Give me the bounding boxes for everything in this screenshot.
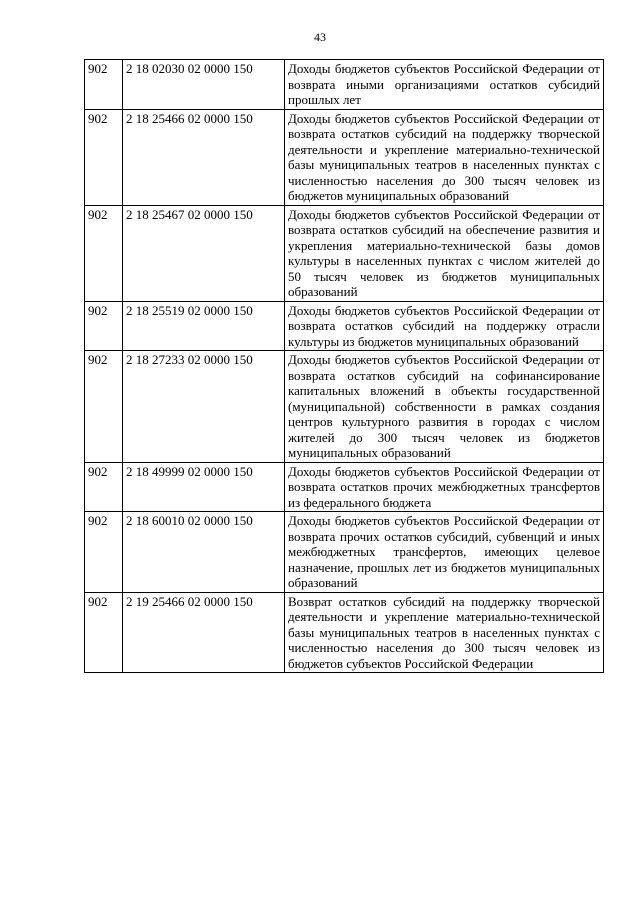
table-row xyxy=(85,592,604,673)
admin-code-cell: 902 xyxy=(85,462,123,512)
admin-code-cell: 902 xyxy=(85,109,123,205)
admin-code-cell: 902 xyxy=(85,512,123,593)
kbk-code-cell: 2 18 25466 02 0000 150 xyxy=(123,109,285,205)
table-row xyxy=(85,301,604,351)
kbk-code-cell: 2 18 02030 02 0000 150 xyxy=(123,60,285,110)
income-name-cell: Доходы бюджетов субъектов Российской Федерации от возврата остатков субсидий на поддержку отрасли культуры из бюджетов муниципальных образований xyxy=(285,301,604,351)
kbk-code-cell: 2 18 25467 02 0000 150 xyxy=(123,205,285,301)
income-name-cell: Доходы бюджетов субъектов Российской Федерации от возврата иными организациями остатков субсидий прошлых лет xyxy=(285,60,604,110)
kbk-code-cell: 2 18 25519 02 0000 150 xyxy=(123,301,285,351)
table-row xyxy=(85,512,604,593)
income-name-cell: Доходы бюджетов субъектов Российской Федерации от возврата остатков субсидий на обеспечение развития и укрепления материально-технической базы домов культуры в населенных пунктах с числом жителей до 50 тысяч человек из бюджетов муниципальных образований xyxy=(285,205,604,301)
table-row xyxy=(85,351,604,463)
table-row xyxy=(85,205,604,301)
table-row xyxy=(85,60,604,110)
table-row xyxy=(85,109,604,205)
kbk-code-cell: 2 18 27233 02 0000 150 xyxy=(123,351,285,463)
income-name-cell: Доходы бюджетов субъектов Российской Федерации от возврата остатков прочих межбюджетных трансфертов из федерального бюджета xyxy=(285,462,604,512)
kbk-code-cell: 2 18 60010 02 0000 150 xyxy=(123,512,285,593)
income-name-cell: Доходы бюджетов субъектов Российской Федерации от возврата прочих остатков субсидий, субвенций и иных межбюджетных трансфертов, имеющих целевое назначение, прошлых лет из бюджетов муниципальных образований xyxy=(285,512,604,593)
table-row xyxy=(85,462,604,512)
page-number: 43 xyxy=(314,30,326,44)
income-name-cell: Доходы бюджетов субъектов Российской Федерации от возврата остатков субсидий на софинансирование капитальных вложений в объекты государственной (муниципальной) собственности в рамках создания центров культурного развития в городах с числом жителей до 300 тысяч человек из бюджетов муниципальных образований xyxy=(285,351,604,463)
admin-code-cell: 902 xyxy=(85,592,123,673)
admin-code-cell: 902 xyxy=(85,351,123,463)
income-name-cell: Доходы бюджетов субъектов Российской Федерации от возврата остатков субсидий на поддержку творческой деятельности и укрепление материально-технической базы муниципальных театров в населенных пунктах с численностью населения до 300 тысяч человек из бюджетов муниципальных образований xyxy=(285,109,604,205)
budget-classification-table xyxy=(84,59,604,673)
kbk-code-cell: 2 19 25466 02 0000 150 xyxy=(123,592,285,673)
admin-code-cell: 902 xyxy=(85,205,123,301)
admin-code-cell: 902 xyxy=(85,60,123,110)
admin-code-cell: 902 xyxy=(85,301,123,351)
kbk-code-cell: 2 18 49999 02 0000 150 xyxy=(123,462,285,512)
income-name-cell: Возврат остатков субсидий на поддержку творческой деятельности и укрепление материально-технической базы муниципальных театров в населенных пунктах с численностью населения до 300 тысяч человек из бюджетов субъектов Российской Федерации xyxy=(285,592,604,673)
